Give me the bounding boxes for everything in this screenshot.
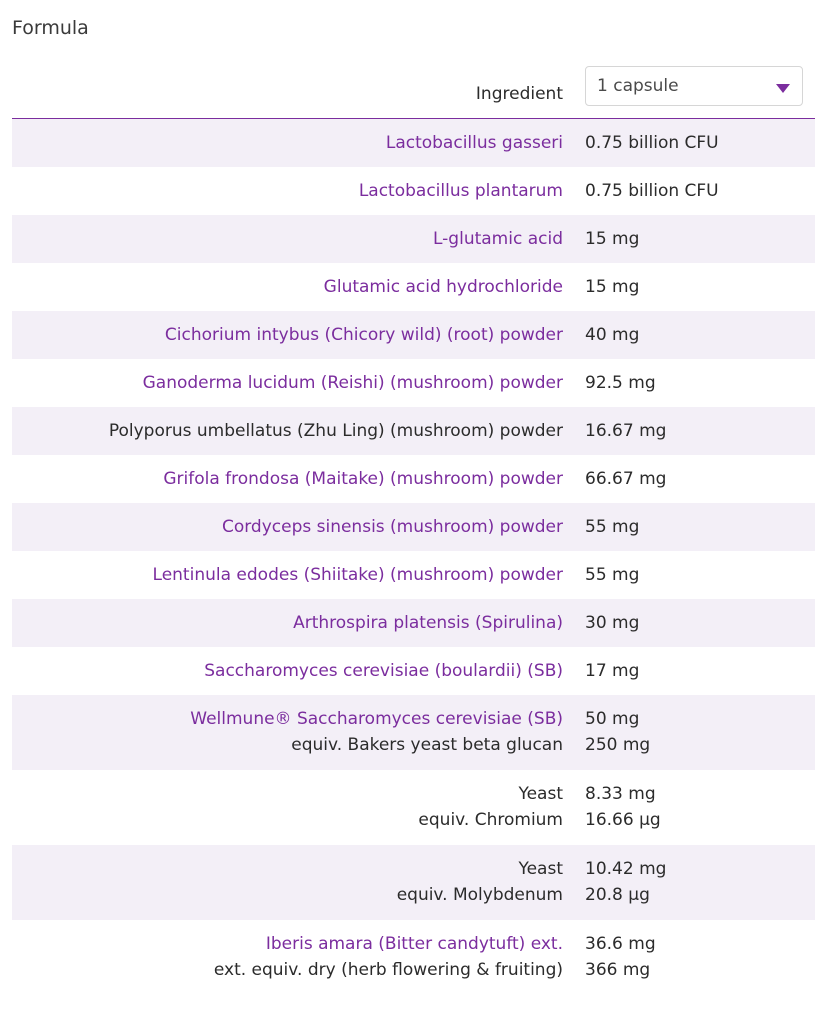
table-row — [12, 770, 815, 845]
ingredient-amount-cell — [563, 781, 661, 834]
ingredient-name: equiv. Molybdenum — [396, 885, 563, 905]
ingredient-name: ext. equiv. dry (herb flowering & fruiting) — [213, 960, 563, 980]
ingredient-amount: 0.75 billion CFU — [585, 133, 719, 153]
ingredient-link[interactable]: Glutamic acid hydrochloride — [323, 277, 563, 297]
ingredient-name-cell — [12, 130, 563, 156]
ingredient-amount: 15 mg — [585, 277, 640, 297]
ingredient-name-cell — [12, 781, 563, 834]
ingredient-name: Yeast — [518, 784, 563, 804]
ingredient-name: equiv. Chromium — [418, 810, 563, 830]
ingredient-name-cell — [12, 418, 563, 444]
ingredient-name-cell — [12, 610, 563, 636]
ingredient-amount-cell — [563, 130, 719, 156]
table-row — [12, 215, 815, 263]
ingredient-name-cell — [12, 658, 563, 684]
ingredient-name-cell — [12, 931, 563, 984]
ingredient-name-cell — [12, 274, 563, 300]
ingredient-amount: 55 mg — [585, 565, 640, 585]
ingredient-name-cell — [12, 322, 563, 348]
ingredient-amount-cell — [563, 931, 656, 984]
ingredient-amount-cell — [563, 514, 639, 540]
ingredient-amount: 92.5 mg — [585, 373, 656, 393]
ingredient-link[interactable]: Cordyceps sinensis (mushroom) powder — [221, 517, 563, 537]
ingredient-amount: 36.6 mg — [585, 934, 656, 954]
ingredient-link[interactable]: Lactobacillus gasseri — [385, 133, 563, 153]
table-row — [12, 599, 815, 647]
ingredient-link[interactable]: Cichorium intybus (Chicory wild) (root) powder — [164, 325, 563, 345]
ingredient-amount-cell — [563, 370, 656, 396]
ingredient-amount-cell — [563, 856, 666, 909]
ingredient-amount-cell — [563, 418, 666, 444]
table-row — [12, 311, 815, 359]
chevron-down-icon — [776, 84, 790, 93]
ingredient-name-cell — [12, 856, 563, 909]
ingredient-amount-cell — [563, 706, 650, 759]
ingredient-amount: 17 mg — [585, 661, 640, 681]
ingredient-link[interactable]: Lentinula edodes (Shiitake) (mushroom) powder — [152, 565, 563, 585]
section-title: Formula — [12, 17, 89, 39]
ingredient-name: Yeast — [518, 859, 563, 879]
ingredient-amount: 250 mg — [585, 735, 651, 755]
ingredient-amount-cell — [563, 178, 719, 204]
ingredient-amount-cell — [563, 466, 666, 492]
ingredient-link[interactable]: L-glutamic acid — [433, 229, 563, 249]
ingredient-amount: 15 mg — [585, 229, 640, 249]
ingredient-amount: 0.75 billion CFU — [585, 181, 719, 201]
ingredient-name-cell — [12, 466, 563, 492]
table-row — [12, 920, 815, 995]
table-row — [12, 503, 815, 551]
table-row — [12, 455, 815, 503]
table-row — [12, 647, 815, 695]
ingredient-name-cell — [12, 178, 563, 204]
ingredient-amount: 40 mg — [585, 325, 640, 345]
table-row — [12, 407, 815, 455]
ingredient-amount: 366 mg — [585, 960, 651, 980]
ingredient-amount-cell — [563, 226, 639, 252]
ingredient-link[interactable]: Wellmune® Saccharomyces cerevisiae (SB) — [190, 709, 563, 729]
ingredient-amount: 16.66 µg — [585, 810, 661, 830]
ingredient-amount: 55 mg — [585, 517, 640, 537]
ingredient-name-cell — [12, 226, 563, 252]
table-row — [12, 695, 815, 770]
ingredient-link[interactable]: Grifola frondosa (Maitake) (mushroom) powder — [163, 469, 563, 489]
ingredient-amount: 50 mg — [585, 709, 640, 729]
ingredient-amount: 10.42 mg — [585, 859, 667, 879]
ingredient-name-cell — [12, 514, 563, 540]
table-row — [12, 119, 815, 167]
serving-size-value: 1 capsule — [597, 76, 679, 96]
ingredient-link[interactable]: Lactobacillus plantarum — [358, 181, 563, 201]
ingredient-link[interactable]: Iberis amara (Bitter candytuft) ext. — [265, 934, 563, 954]
ingredient-amount-cell — [563, 322, 639, 348]
ingredient-name: Polyporus umbellatus (Zhu Ling) (mushroom) powder — [108, 421, 563, 441]
ingredient-amount: 20.8 µg — [585, 885, 650, 905]
table-row — [12, 845, 815, 920]
ingredient-amount-cell — [563, 658, 639, 684]
table-row — [12, 167, 815, 215]
formula-table-header — [12, 62, 815, 119]
table-row — [12, 551, 815, 599]
serving-size-select[interactable] — [585, 66, 803, 106]
ingredient-amount-cell — [563, 274, 639, 300]
ingredient-amount: 66.67 mg — [585, 469, 667, 489]
ingredient-amount: 16.67 mg — [585, 421, 667, 441]
formula-table-body — [12, 119, 815, 995]
ingredient-name-cell — [12, 562, 563, 588]
ingredient-amount-cell — [563, 562, 639, 588]
ingredient-name: equiv. Bakers yeast beta glucan — [291, 735, 563, 755]
table-row — [12, 263, 815, 311]
ingredient-name-cell — [12, 370, 563, 396]
ingredient-column-header: Ingredient — [475, 84, 563, 104]
ingredient-link[interactable]: Saccharomyces cerevisiae (boulardii) (SB) — [204, 661, 563, 681]
ingredient-amount: 8.33 mg — [585, 784, 656, 804]
table-row — [12, 359, 815, 407]
ingredient-name-cell — [12, 706, 563, 759]
ingredient-link[interactable]: Arthrospira platensis (Spirulina) — [293, 613, 563, 633]
ingredient-amount: 30 mg — [585, 613, 640, 633]
ingredient-amount-cell — [563, 610, 639, 636]
ingredient-link[interactable]: Ganoderma lucidum (Reishi) (mushroom) powder — [142, 373, 563, 393]
